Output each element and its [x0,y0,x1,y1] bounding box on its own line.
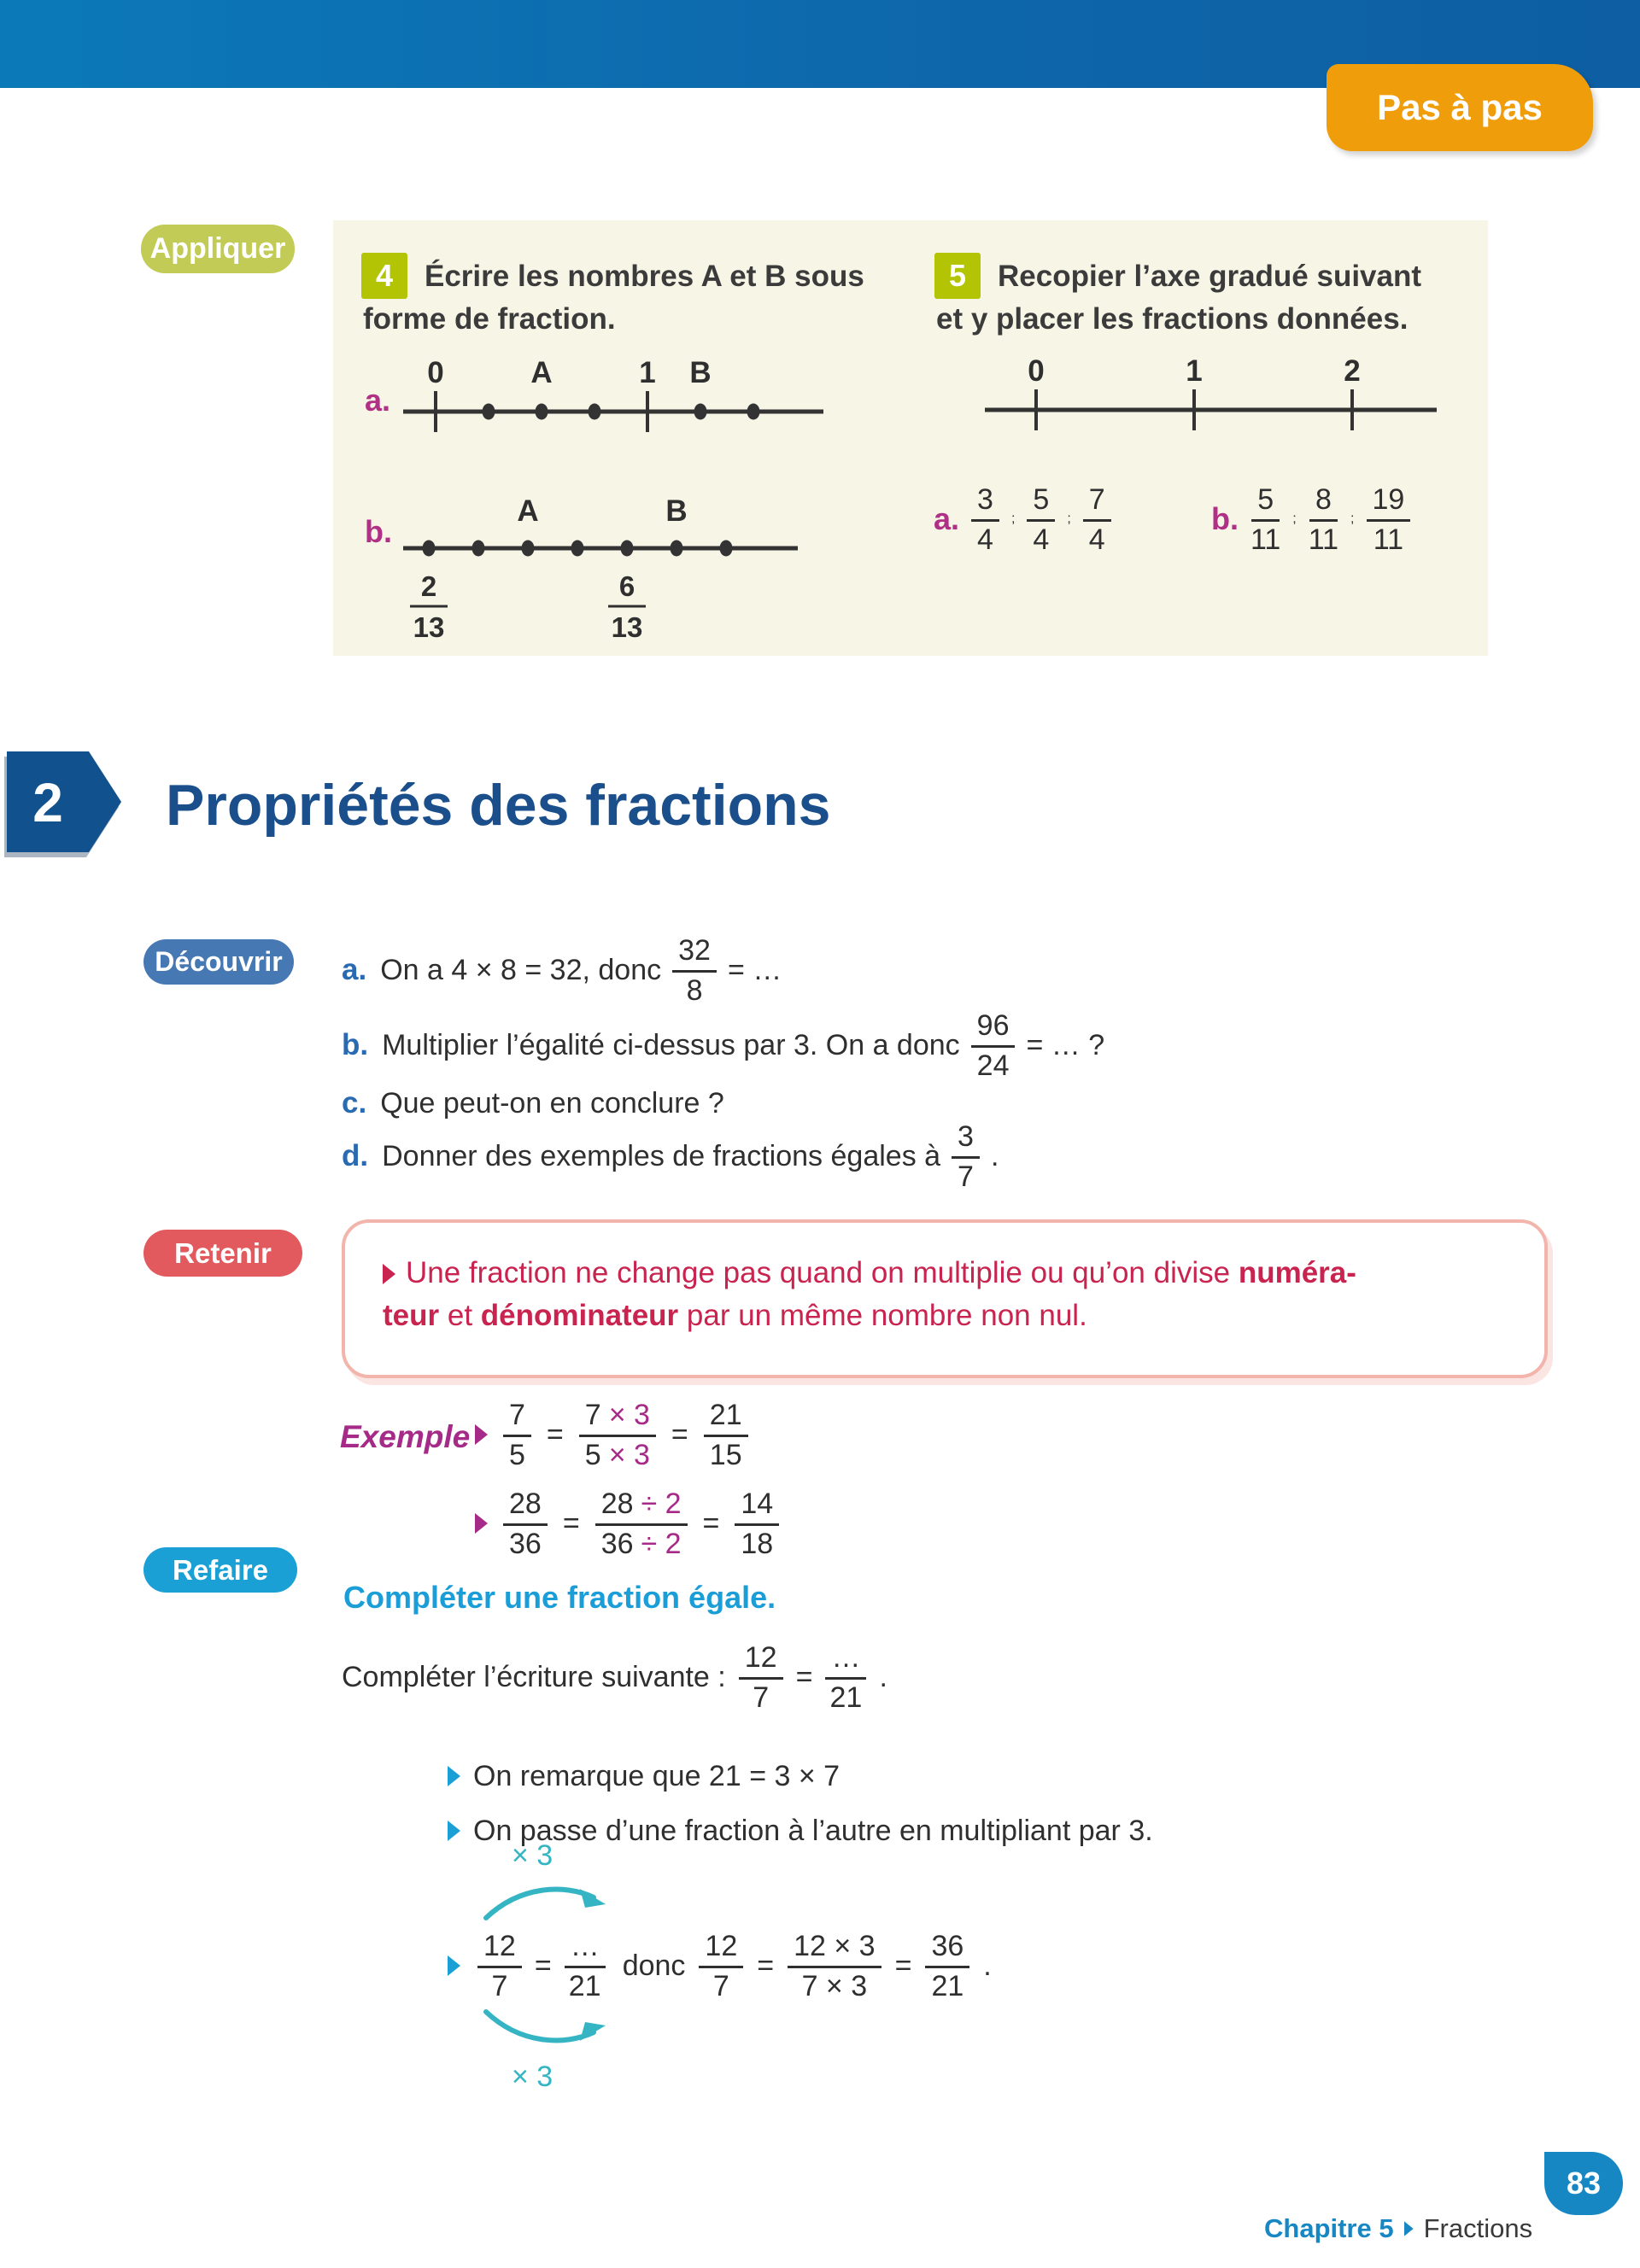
exemple-row-1 [475,1387,748,1482]
equals-sign: = [757,1949,775,1982]
ex4-a-label-A: A [530,356,553,389]
footer-chapter: Chapitre 5 [1264,2213,1394,2243]
divider-highlight: ÷ 2 [641,1487,682,1520]
fraction: 7 × 3 5 × 3 [579,1399,656,1470]
retenir-bold-teur: teur [383,1298,440,1332]
fraction: $\frac{28}{36}$ [503,1488,548,1559]
exercise-5-number-chip [934,253,981,299]
item-text: Donner des exemples de fractions égales à [382,1139,941,1172]
times-three-label-bottom: × 3 [512,2060,554,2094]
ex4-b-frac-left-den: 13 [413,611,445,643]
separator: ; [1010,511,1016,526]
ex4-b-frac-left-num: 2 [420,570,437,602]
ex5-row-a-letter: a. [934,501,960,536]
page-number: 83 [1566,2166,1602,2201]
fraction: $\frac{19}{11}$ [1367,483,1411,555]
ex5-graduated-axis [978,354,1444,435]
refaire-pill [144,1547,297,1593]
refaire-final-equation [448,1838,992,2094]
decouvrir-item-d [342,1108,999,1204]
fraction: $\frac{3}{7}$ [952,1120,980,1192]
exercise-5-number: 5 [948,258,967,293]
exercise-4-title-line1: Écrire les nombres A et B sous [425,260,864,293]
fraction: $\frac{96}{24}$ [971,1009,1016,1081]
item-text: Que peut-on en conclure ? [380,1086,724,1119]
equals-sign: = [795,1660,813,1693]
retenir-text [345,1223,1544,1336]
separator: ; [1350,511,1355,526]
exercise-4-title-line2: forme de fraction. [363,302,616,336]
fraction: $\frac{12}{7}$ [699,1930,743,2002]
exemple-label: Exemple [340,1419,471,1454]
period: . [879,1660,887,1693]
period: . [983,1949,992,1982]
ex4-b-frac-right-num: 6 [618,570,636,602]
ex4-line-b-letter: b. [365,514,392,549]
donc-text: donc [622,1949,686,1982]
curved-arrow-icon [479,1879,616,1925]
fraction: $\frac{3}{4}$ [971,483,999,555]
fraction: $\frac{7}{4}$ [1083,483,1111,555]
retenir-seg2: et [439,1298,481,1332]
ex5-axis-label-0: 0 [1028,354,1045,388]
footer-topic: Fractions [1423,2213,1533,2243]
decouvrir-pill [144,939,294,985]
ex4-b-label-A: A [517,494,539,528]
ex4-a-label-1: 1 [639,356,656,389]
bullet-triangle-icon [475,1513,488,1534]
bullet-text: On passe d’une fraction à l’autre en multipliant par 3. [473,1814,1153,1847]
item-letter: c. [342,1086,367,1119]
appliquer-label: Appliquer [149,232,286,265]
equals-sign: = [702,1506,720,1540]
appliquer-pill [141,225,295,273]
item-letter: d. [342,1139,369,1172]
ex4-number-line-a [403,352,830,441]
equals-sign: = [534,1949,552,1982]
refaire-bullet-2 [448,1807,1153,1855]
retenir-label: Retenir [174,1236,272,1269]
item-letter: a. [342,953,367,986]
fraction: $\frac{7}{5}$ [503,1399,531,1470]
exercise-5-title-line1: Recopier l’axe gradué suivant [998,260,1422,293]
pas-a-pas-tab [1327,64,1593,151]
refaire-bullet-1 [448,1752,840,1800]
retenir-bold-numera: numéra- [1238,1256,1356,1289]
fraction: $\frac{\dots}{21}$ [565,1930,606,2002]
fraction: $\frac{12}{7}$ [739,1641,783,1713]
bullet-triangle-icon [1404,2221,1414,2236]
separator: ; [1292,511,1297,526]
ex4-number-line-b [403,494,813,656]
bullet-triangle-icon [383,1264,395,1284]
statement-text: Compléter l’écriture suivante : [342,1660,726,1693]
fraction: $\frac{12 \times 3}{7 \times 3}$ [788,1930,881,2002]
ex4-a-label-B: B [689,356,712,389]
exercise-5-title-line2: et y placer les fractions données. [936,302,1409,336]
equals-sign: = [546,1418,564,1451]
fraction: $\frac{\dots}{21}$ [825,1641,866,1713]
fraction: $\frac{8}{11}$ [1308,482,1339,556]
ex4-line-a-letter: a. [365,383,391,418]
retenir-seg3: par un même nombre non nul. [678,1298,1087,1332]
fraction: $\frac{5}{4}$ [1027,483,1055,555]
item-text: = … [727,953,782,986]
ex5-axis-label-1: 1 [1186,354,1203,388]
bullet-triangle-icon [448,1821,460,1841]
equals-sign: = [894,1949,912,1982]
retenir-pill [144,1230,302,1277]
exercise-4-number: 4 [375,258,394,293]
bullet-triangle-icon [475,1424,488,1445]
section-number: 2 [32,772,63,833]
retenir-seg1: Une fraction ne change pas quand on multiplie ou qu’on divise [406,1256,1239,1289]
equals-sign: = [562,1506,580,1540]
refaire-label: Refaire [173,1553,268,1586]
ex5-fraction-list-a [934,468,1111,570]
times-three-arrow-group [474,1838,609,2094]
ex5-fraction-list-b [1211,468,1410,570]
fraction: $\frac{32}{8}$ [672,934,717,1006]
fraction: $\frac{5}{11}$ [1250,482,1281,556]
retenir-box [342,1219,1548,1378]
item-text: = … ? [1026,1028,1105,1061]
item-text: On a 4 × 8 = 32, donc [380,953,662,986]
multiplier-highlight: × 3 [608,1398,650,1431]
fraction: $\frac{12}{7}$ [477,1930,522,2002]
ex4-b-label-B: B [665,494,688,528]
fraction: $\frac{21}{15}$ [704,1399,748,1470]
multiplier-highlight: × 3 [608,1438,650,1471]
fraction: $\frac{14}{18}$ [735,1488,779,1559]
fraction: 28 ÷ 2 36 ÷ 2 [595,1488,688,1559]
ex5-row-b-letter: b. [1211,501,1239,536]
separator: ; [1067,511,1071,526]
ex4-a-label-0: 0 [427,356,444,389]
footer [1264,2213,1532,2244]
refaire-heading: Compléter une fraction égale. [343,1580,776,1615]
refaire-statement [342,1629,887,1725]
exemple-row-2 [475,1476,779,1571]
fraction: $\frac{36}{21}$ [925,1930,969,2002]
divider-highlight: ÷ 2 [641,1527,682,1560]
ex4-b-frac-right-den: 13 [611,611,643,643]
retenir-bold-denominateur: dénominateur [480,1298,679,1332]
decouvrir-label: Découvrir [155,946,283,977]
times-three-label-top: × 3 [512,1838,554,1872]
curved-arrow-icon [479,2005,616,2051]
bullet-triangle-icon [448,1766,460,1786]
item-text: Multiplier l’égalité ci-dessus par 3. On a donc [382,1028,960,1061]
bullet-triangle-icon [448,1955,460,1976]
page-number-badge [1544,2152,1623,2215]
section-number-badge [7,750,126,857]
item-letter: b. [342,1028,369,1061]
exercise-4-number-chip [361,253,407,299]
bullet-text: On remarque que 21 = 3 × 7 [473,1759,840,1792]
item-text: . [990,1139,999,1172]
pas-a-pas-label: Pas à pas [1377,87,1543,127]
ex5-axis-label-2: 2 [1344,354,1361,388]
section-title: Propriétés des fractions [166,773,831,838]
equals-sign: = [671,1418,688,1451]
